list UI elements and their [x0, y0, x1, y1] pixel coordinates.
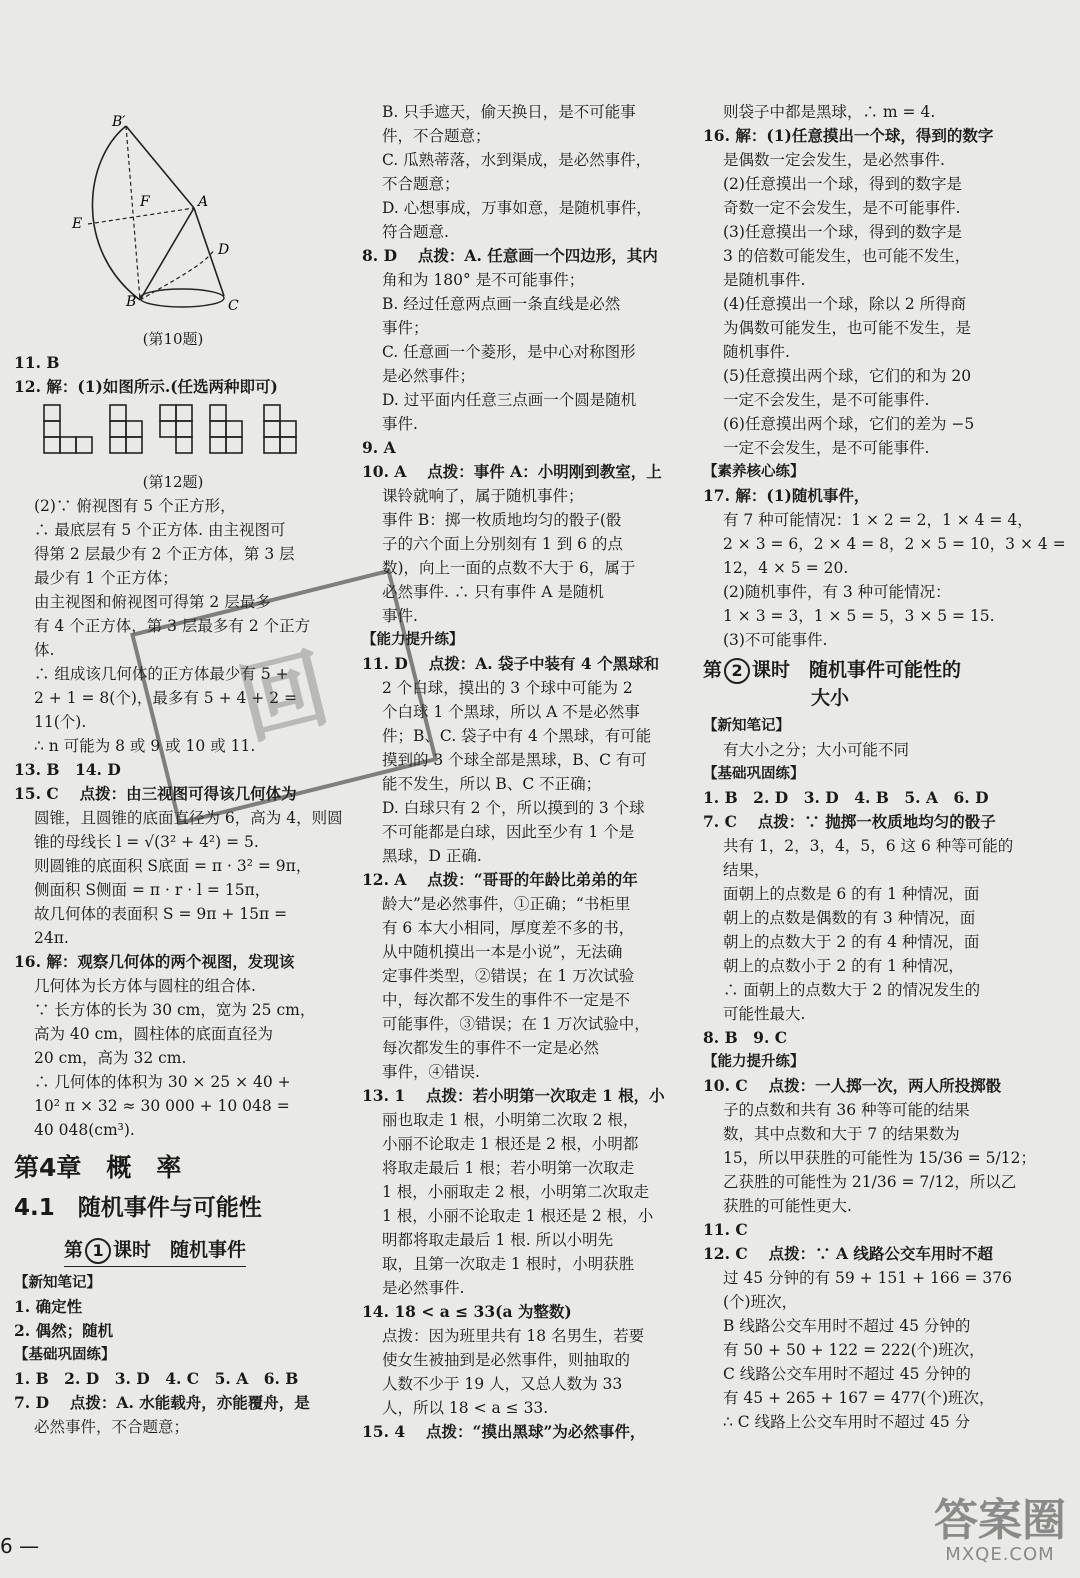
- answer-line: 【素养核心练】: [703, 464, 805, 480]
- answers-11-16: [14, 494, 343, 1142]
- answer-line: D. 心想事成，万事如意，是随机事件，: [382, 199, 652, 217]
- answer-line: 事件.: [382, 415, 418, 433]
- answer-line: C 线路公交车用时不超过 45 分钟的: [723, 1365, 971, 1383]
- answer-line: 人数不少于 19 人，又总人数为 33: [382, 1375, 623, 1393]
- answer-line: 2 + 1 = 8(个)，最多有 5 + 4 + 2 =: [34, 689, 297, 707]
- answer-line: 2. 偶然；随机: [14, 1321, 114, 1340]
- answer-line: C. 任意画一个菱形，是中心对称图形: [382, 343, 636, 361]
- answer-line: B 线路公交车用时不超过 45 分钟的: [723, 1317, 971, 1335]
- answer-line: 人，所以 18 < a ≤ 33.: [382, 1399, 549, 1417]
- answer-line: 中，每次都不发生的事件不一定是不: [382, 991, 631, 1009]
- answer-line: 15. C 点拨：由三视图可得该几何体为: [14, 784, 297, 803]
- answer-line: 事件 B：掷一枚质地均匀的骰子(骰: [382, 511, 622, 529]
- lesson-title-line2: 大小: [811, 687, 850, 709]
- answer-line: 取，且第一次取走 1 根时，小明获胜: [382, 1255, 635, 1273]
- answer-line: 丽也取走 1 根，小明第二次取 2 根，: [382, 1111, 639, 1129]
- dashed-b-prime-b: [126, 126, 140, 300]
- answer-line: 7. D 点拨：A. 水能载舟，亦能覆舟，是: [14, 1393, 310, 1412]
- answer-line: 件，不合题意；: [382, 127, 491, 145]
- lesson-2-answers: [703, 714, 1036, 1434]
- answer-line: ∴ 最底层有 5 个正方体. 由主视图可: [34, 521, 286, 539]
- answer-line: 定事件类型，②错误；在 1 万次试验: [382, 967, 635, 985]
- label-a: A: [198, 194, 209, 210]
- label-b: B: [126, 294, 137, 310]
- answer-line: 则圆锥的底面积 S底面 = π · 3² = 9π，: [34, 857, 312, 875]
- answer-line: 每次都发生的事件不一定是必然: [382, 1039, 600, 1057]
- lesson-suffix: 课时 随机事件可能性的: [752, 659, 962, 681]
- answer-line: 12，4 × 5 = 20.: [723, 559, 849, 577]
- answer-line: 朝上的点数小于 2 的有 1 种情况，: [723, 957, 964, 975]
- answers-7-15: [362, 100, 692, 1444]
- answer-line: 角和为 180° 是不可能事件；: [382, 271, 585, 289]
- answer-line: D. 白球只有 2 个，所以摸到的 3 个球: [382, 799, 645, 817]
- answer-line: 1. B 2. D 3. D 4. C 5. A 6. B: [14, 1369, 299, 1388]
- lesson-number-circle: 1: [85, 1238, 111, 1264]
- answer-line: (2)任意摸出一个球，得到的数字是: [723, 175, 962, 193]
- answer-line: 是必然事件；: [382, 367, 476, 385]
- answer-line: 符合题意.: [382, 223, 449, 241]
- lesson-prefix: 第: [703, 659, 723, 681]
- answer-line: ∵ 长方体的长为 30 cm，宽为 25 cm，: [34, 1001, 316, 1019]
- grid-option-3: [160, 405, 192, 453]
- answer-line: 数，其中点数和大于 7 的结果数为: [723, 1125, 960, 1143]
- answer-line: 有 6 本大小相同，厚度差不多的书，: [382, 919, 635, 937]
- answer-line: 40 048(cm³).: [34, 1121, 135, 1139]
- answers-15-17: [703, 100, 1066, 652]
- answer-line: 有 45 + 265 + 167 = 477(个)班次，: [723, 1389, 995, 1407]
- grid-option-4: [210, 405, 242, 453]
- answer-line: 一定不会发生，是不可能事件.: [723, 439, 930, 457]
- answer-line: 13. 1 点拨：若小明第一次取走 1 根，小: [362, 1086, 665, 1105]
- answer-line: 小丽不论取走 1 根还是 2 根，小明都: [382, 1135, 639, 1153]
- answer-line: 体.: [34, 641, 55, 659]
- answer-line: 有大小之分；大小可能不同: [723, 741, 910, 759]
- answer-line: 从中随机摸出一本是小说”，无法确: [382, 943, 623, 961]
- answer-line: 得第 2 层最少有 2 个正方体，第 3 层: [34, 545, 295, 563]
- answer-line: (4)任意摸出一个球，除以 2 所得商: [723, 295, 967, 313]
- answer-line: 11. D 点拨：A. 袋子中装有 4 个黑球和: [362, 654, 660, 673]
- answer-line: 1 根，小丽不论取走 1 根还是 2 根，小: [382, 1207, 654, 1225]
- edge-b-prime-a: [126, 126, 194, 208]
- answer-line: 17. 解：(1)随机事件，: [703, 486, 870, 505]
- answer-line: 获胜的可能性更大.: [723, 1197, 852, 1215]
- answer-line: B. 只手遮天，偷天换日，是不可能事: [382, 103, 636, 121]
- answer-line: 黑球，D 正确.: [382, 847, 482, 865]
- answer-line: 几何体为长方体与圆柱的组合体.: [34, 977, 256, 995]
- answer-line: 是偶数一定会发生，是必然事件.: [723, 151, 945, 169]
- answer-line: 不合题意；: [382, 175, 460, 193]
- answer-line: 12. A 点拨：“哥哥的年龄比弟弟的年: [362, 870, 638, 889]
- answer-line: 奇数一定不会发生，是不可能事件.: [723, 199, 961, 217]
- answer-line: (个)班次，: [723, 1293, 798, 1311]
- answer-line: 将取走最后 1 根；若小明第一次取走: [382, 1159, 635, 1177]
- answer-line: 过 45 分钟的有 59 + 151 + 166 = 376: [723, 1269, 1013, 1287]
- answer-line: ∴ 组成该几何体的正方体最少有 5 +: [34, 665, 289, 683]
- answer-line: 8. B 9. C: [703, 1028, 788, 1047]
- chapter-title: 第4章 概 率: [14, 1153, 182, 1182]
- lesson-suffix: 课时 随机事件: [113, 1239, 247, 1261]
- answer-line: 是随机事件.: [723, 271, 806, 289]
- answer-line: 能不发生，所以 B、C 不正确；: [382, 775, 602, 793]
- figure-10-caption: (第10题): [142, 330, 204, 348]
- edge-a-b: [140, 208, 194, 300]
- answer-line: 【能力提升练】: [362, 632, 464, 648]
- answer-line: (5)任意摸出两个球，它们的和为 20: [723, 367, 972, 385]
- answer-line: 7. C 点拨：∵ 抛掷一枚质地均匀的骰子: [703, 812, 996, 831]
- answer-line: ∴ C 线路上公交车用时不超过 45 分: [723, 1413, 971, 1431]
- answer-line: (3)任意摸出一个球，得到的数字是: [723, 223, 962, 241]
- answer-line: 一定不会发生，是不可能事件.: [723, 391, 930, 409]
- grid-option-5: [264, 405, 296, 453]
- answer-line: D. 过平面内任意三点画一个圆是随机: [382, 391, 637, 409]
- answer-line: 14. 18 < a ≤ 33(a 为整数): [362, 1302, 572, 1321]
- answer-line: 11(个).: [34, 713, 87, 731]
- lesson-number-circle: 2: [724, 658, 750, 684]
- answer-line: 朝上的点数大于 2 的有 4 种情况，面: [723, 933, 980, 951]
- answer-line: 子的六个面上分别刻有 1 到 6 的点: [382, 535, 623, 553]
- answer-line: 高为 40 cm，圆柱体的底面直径为: [34, 1025, 273, 1043]
- answer-line: 摸到的 3 个球全部是黑球，B、C 有可: [382, 751, 647, 769]
- answer-line: 20 cm，高为 32 cm.: [34, 1049, 187, 1067]
- answer-line: 面朝上的点数是 6 的有 1 种情况，面: [723, 885, 980, 903]
- answer-line: 16. 解：(1)任意摸出一个球，得到的数字: [703, 126, 994, 145]
- answer-line: 数)，向上一面的点数不大于 6，属于: [382, 559, 636, 577]
- answer-line: 由主视图和俯视图可得第 2 层最多: [34, 593, 271, 611]
- stamp-mark: 回: [130, 569, 438, 826]
- answer-line: 侧面积 S侧面 = π · r · l = 15π，: [34, 881, 271, 899]
- answer-line: 使女生被抽到是必然事件，则抽取的: [382, 1351, 631, 1369]
- answer-line: 圆锥，且圆锥的底面直径为 6，高为 4，则圆: [34, 809, 343, 827]
- answer-line: 9. A: [362, 438, 396, 457]
- answer-line: 龄大”是必然事件，①正确；“书柜里: [382, 895, 631, 913]
- lesson-1-answers: [14, 1271, 332, 1439]
- answer-line: (2)随机事件，有 3 种可能情况：: [723, 583, 951, 601]
- answer-line: 可能事件，③错误；在 1 万次试验中，: [382, 1015, 650, 1033]
- lesson-title: [64, 1234, 246, 1267]
- answer-line: 不可能都是白球，因此至少有 1 个是: [382, 823, 635, 841]
- answer-line: (6)任意摸出两个球，它们的差为 −5: [723, 415, 975, 433]
- answer-line: 有 7 种可能情况：1 × 2 = 2，1 × 4 = 4，: [723, 511, 1033, 529]
- answer-line: 1. B 2. D 3. D 4. B 5. A 6. D: [703, 788, 989, 807]
- answer-line: 【基础巩固练】: [703, 766, 805, 782]
- label-b-prime: B′: [112, 114, 126, 130]
- column-middle: [362, 100, 692, 1444]
- answer-line: 课铃就响了，属于随机事件；: [382, 487, 584, 505]
- answer-line: 11. B: [14, 353, 60, 372]
- watermark: [934, 1495, 1066, 1565]
- answer-line: 可能性最大.: [723, 1005, 806, 1023]
- answer-line: 锥的母线长 l = √(3² + 4²) = 5.: [34, 833, 259, 851]
- answer-line: 【新知笔记】: [14, 1275, 101, 1291]
- answer-line: 13. B 14. D: [14, 760, 121, 779]
- cone-base: [140, 289, 224, 307]
- answer-line: 点拨：因为班里共有 18 名男生，若要: [382, 1327, 645, 1345]
- answer-line: 10. C 点拨：一人掷一次，两人所投掷骰: [703, 1076, 1002, 1095]
- answer-line: 事件.: [382, 607, 418, 625]
- answer-line: 子的点数和共有 36 种等可能的结果: [723, 1101, 970, 1119]
- column-right: [703, 100, 1066, 1434]
- figure-10-cone-diagram: [14, 100, 332, 320]
- answer-line: 12. C 点拨：∵ A 线路公交车用时不超: [703, 1244, 993, 1263]
- answer-line: 乙获胜的可能性为 21/36 = 7/12，所以乙: [723, 1173, 1017, 1191]
- answer-line: 有 4 个正方体，第 3 层最多有 2 个正方: [34, 617, 311, 635]
- dashed-e-a: [88, 208, 194, 224]
- answer-line: 2 × 3 = 6，2 × 4 = 8，2 × 5 = 10，3 × 4 =: [723, 535, 1066, 553]
- label-e: E: [72, 216, 83, 232]
- answer-line: 【基础巩固练】: [14, 1347, 116, 1363]
- answer-line: 3 的倍数可能发生，也可能不发生，: [723, 247, 971, 265]
- label-d: D: [218, 242, 230, 258]
- answer-line: 15. 4 点拨：“摸出黑球”为必然事件，: [362, 1422, 646, 1441]
- answer-line: 件；B、C. 袋子中有 4 个黑球，有可能: [382, 727, 652, 745]
- answer-line: 24π.: [34, 929, 69, 947]
- answer-line: 1 × 3 = 3，1 × 5 = 5，3 × 5 = 15.: [723, 607, 995, 625]
- answer-line: 随机事件.: [723, 343, 790, 361]
- answer-line: 【新知笔记】: [703, 718, 790, 734]
- answer-line: 共有 1，2，3，4，5，6 这 6 种等可能的: [723, 837, 1014, 855]
- answer-line: 则袋子中都是黑球，∴ m = 4.: [723, 103, 936, 121]
- answer-line: 1. 确定性: [14, 1297, 83, 1316]
- answer-line: ∴ 面朝上的点数大于 2 的情况发生的: [723, 981, 981, 999]
- answer-line: 12. 解：(1)如图所示.(任选两种即可): [14, 377, 278, 396]
- answer-line: 有 50 + 50 + 122 = 222(个)班次，: [723, 1341, 985, 1359]
- answer-line: 是必然事件.: [382, 1279, 465, 1297]
- answer-line: (2)∵ 俯视图有 5 个正方形，: [34, 497, 236, 515]
- figure-12-caption: (第12题): [142, 473, 204, 491]
- grid-option-1: [44, 405, 92, 453]
- answer-line: C. 瓜熟蒂落，水到渠成，是必然事件，: [382, 151, 652, 169]
- answer-line: ∴ 几何体的体积为 30 × 25 × 40 +: [34, 1073, 291, 1091]
- answer-line: 朝上的点数是偶数的有 3 种情况，面: [723, 909, 976, 927]
- lesson-prefix: 第: [64, 1239, 84, 1261]
- watermark-url: MXQE.COM: [945, 1544, 1055, 1565]
- answer-line: 最少有 1 个正方体；: [34, 569, 178, 587]
- answer-line: ∴ n 可能为 8 或 9 或 10 或 11.: [34, 737, 256, 755]
- figure-12-top-view-grids: [14, 399, 332, 463]
- grid-option-2: [110, 405, 142, 453]
- answer-line: 必然事件. ∴ 只有事件 A 是随机: [382, 583, 604, 601]
- answer-line: (3)不可能事件.: [723, 631, 828, 649]
- answer-line: B. 经过任意两点画一条直线是必然: [382, 295, 621, 313]
- answer-line: 事件，④错误.: [382, 1063, 480, 1081]
- answer-line: 个白球 1 个黑球，所以 A 不是必然事: [382, 703, 640, 721]
- answer-line: 【能力提升练】: [703, 1054, 805, 1070]
- answer-line: 必然事件，不合题意；: [34, 1418, 190, 1436]
- answer-line: 10. A 点拨：事件 A：小明刚到教室，上: [362, 462, 662, 481]
- section-title: 4.1 随机事件与可能性: [14, 1195, 262, 1221]
- page-number: 6 —: [0, 1534, 40, 1558]
- answer-line: 15，所以甲获胜的可能性为 15/36 = 5/12；: [723, 1149, 1036, 1167]
- answer-line: 事件；: [382, 319, 429, 337]
- label-f: F: [140, 194, 150, 210]
- answer-line: 明都将取走最后 1 根. 所以小明先: [382, 1231, 614, 1249]
- watermark-logo: 答案圈: [934, 1495, 1066, 1546]
- answer-line: 故几何体的表面积 S = 9π + 15π =: [34, 905, 288, 923]
- answer-line: 10² π × 32 ≈ 30 000 + 10 048 =: [34, 1097, 290, 1115]
- answer-line: 1 根，小丽取走 2 根，小明第二次取走: [382, 1183, 650, 1201]
- answer-line: 11. C: [703, 1220, 748, 1239]
- answer-line: 结果，: [723, 861, 770, 879]
- answer-line: 2 个白球，摸出的 3 个球中可能为 2: [382, 679, 633, 697]
- lesson-2-title: [703, 656, 993, 712]
- answer-line: 16. 解：观察几何体的两个视图，发现该: [14, 952, 295, 971]
- answer-line: 8. D 点拨：A. 任意画一个四边形，其内: [362, 246, 658, 265]
- answer-line: 为偶数可能发生，也可能不发生，是: [723, 319, 972, 337]
- label-c: C: [228, 298, 239, 314]
